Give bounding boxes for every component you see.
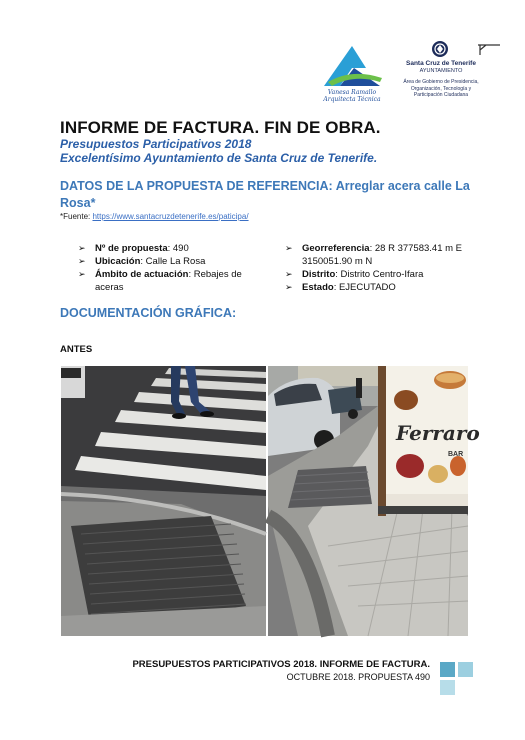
list-item xyxy=(285,281,485,294)
shop-sign-sub: BAR xyxy=(448,451,464,458)
item-label: Estado xyxy=(302,282,334,293)
page-subtitle: Presupuestos Participativos 2018 xyxy=(60,137,252,151)
list-item xyxy=(78,242,248,255)
item-value: : Distrito Centro-Ifara xyxy=(335,269,424,280)
list-item xyxy=(285,268,485,281)
graphics-heading: DOCUMENTACIÓN GRÁFICA: xyxy=(60,306,237,320)
list-item xyxy=(285,242,485,268)
arrow-bullet-icon: ➢ xyxy=(78,256,86,266)
architect-role: Arquitecta Técnica xyxy=(323,96,381,103)
footer-subtitle: OCTUBRE 2018. PROPUESTA 490 xyxy=(286,672,430,682)
department-line: Área de Gobierno de Presidencia, xyxy=(403,79,479,85)
item-value: : Calle La Rosa xyxy=(140,256,206,267)
department-line: Organización, Tecnología y xyxy=(410,85,472,92)
item-label: Georreferencia xyxy=(302,243,370,254)
item-label: Ubicación xyxy=(95,256,141,267)
source-note xyxy=(60,212,249,221)
proposal-details-left xyxy=(78,242,248,294)
arrow-bullet-icon: ➢ xyxy=(78,243,86,253)
item-value: : Rebajes de aceras xyxy=(95,269,242,293)
source-link[interactable]: https://www.santacruzdetenerife.es/paticipa/ xyxy=(92,212,249,221)
page-title: INFORME DE FACTURA. FIN DE OBRA. xyxy=(60,118,381,137)
department-text xyxy=(400,79,482,99)
arrow-bullet-icon: ➢ xyxy=(285,243,293,253)
architect-logo-text xyxy=(306,89,398,103)
list-item xyxy=(78,268,248,294)
before-photo-crosswalk xyxy=(61,366,266,636)
list-item xyxy=(78,255,248,268)
item-value: : EJECUTADO xyxy=(333,282,396,293)
proposal-details-right xyxy=(285,242,485,294)
item-value: : 28 R 377583.41 m E 3150051.90 m N xyxy=(302,243,463,267)
footer-squares-icon xyxy=(440,662,474,696)
arrow-bullet-icon: ➢ xyxy=(285,269,293,279)
item-label: Nº de propuesta xyxy=(95,243,168,254)
before-photo-sidewalk xyxy=(268,366,480,636)
item-label: Ámbito de actuación xyxy=(95,269,189,280)
municipality-sub: AYUNTAMIENTO xyxy=(419,68,463,74)
proposal-heading: DATOS DE LA PROPUESTA DE REFERENCIA: Arreglar acera calle La Rosa* xyxy=(60,179,470,210)
arrow-bullet-icon: ➢ xyxy=(285,282,293,292)
shop-sign-text: Ferraro xyxy=(396,421,480,445)
item-value: : 490 xyxy=(167,243,189,254)
municipality-name: Santa Cruz de Tenerife xyxy=(406,60,476,67)
page-subtitle-institution: Excelentísimo Ayuntamiento de Santa Cruz de Tenerife. xyxy=(60,151,378,165)
municipality-logo xyxy=(400,40,482,112)
arrow-bullet-icon: ➢ xyxy=(78,269,86,279)
source-label: *Fuente: xyxy=(60,212,93,221)
department-line: Participación Ciudadana xyxy=(413,92,469,98)
before-label: ANTES xyxy=(60,344,93,355)
item-label: Distrito xyxy=(302,269,336,280)
municipality-emblem-icon xyxy=(431,40,449,58)
architect-name: Vanesa Ramallo xyxy=(327,89,377,96)
footer-title: PRESUPUESTOS PARTICIPATIVOS 2018. INFORME DE FACTURA. xyxy=(132,659,430,670)
